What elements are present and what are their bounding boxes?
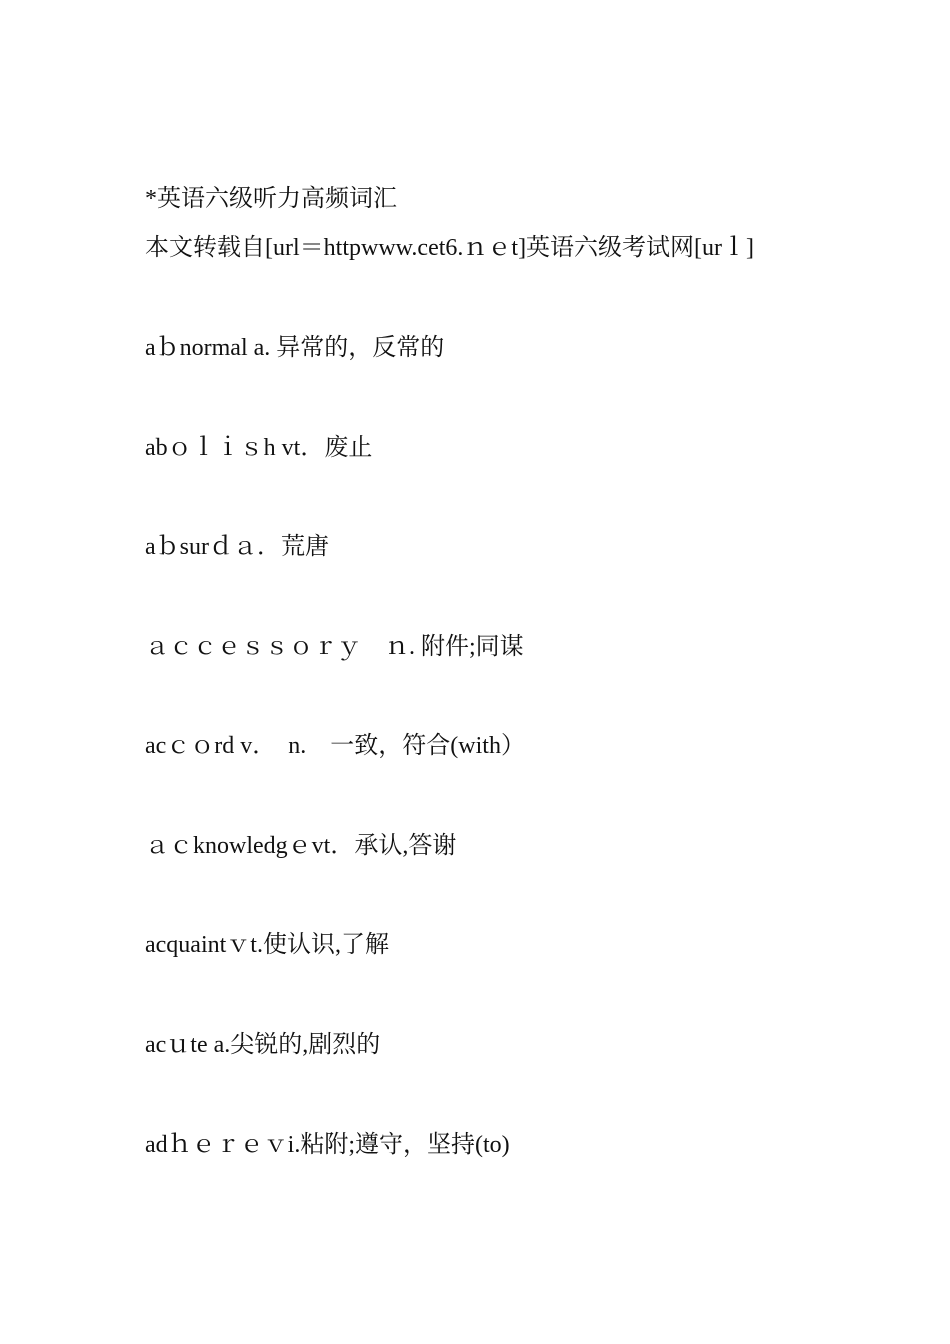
vocab-entry: abｏｌｉｓh vt．废止 [145, 435, 373, 461]
vocab-entry: acquaintｖt.使认识,了解 [145, 932, 389, 958]
vocab-entry: aｂnormal a. 异常的，反常的 [145, 335, 445, 361]
vocab-entry: adｈｅｒｅｖi.粘附;遵守，坚持(to) [145, 1132, 510, 1158]
vocab-entry: acｕte a.尖锐的,剧烈的 [145, 1032, 381, 1058]
source-line: 本文转载自[url＝httpwww.cet6.ｎｅt]英语六级考试网[urｌ] [145, 235, 755, 261]
vocab-entry: ａｃknowledgｅvt．承认,答谢 [145, 833, 457, 859]
vocab-entry: aｂsurｄａ．荒唐 [145, 534, 329, 560]
vocab-entry: acｃｏrd v． n. 一致，符合(with） [145, 733, 525, 759]
vocab-entry: ａｃｃｅｓｓｏｒｙ ｎ. 附件;同谋 [145, 634, 524, 660]
document-title: *英语六级听力高频词汇 [145, 186, 397, 212]
